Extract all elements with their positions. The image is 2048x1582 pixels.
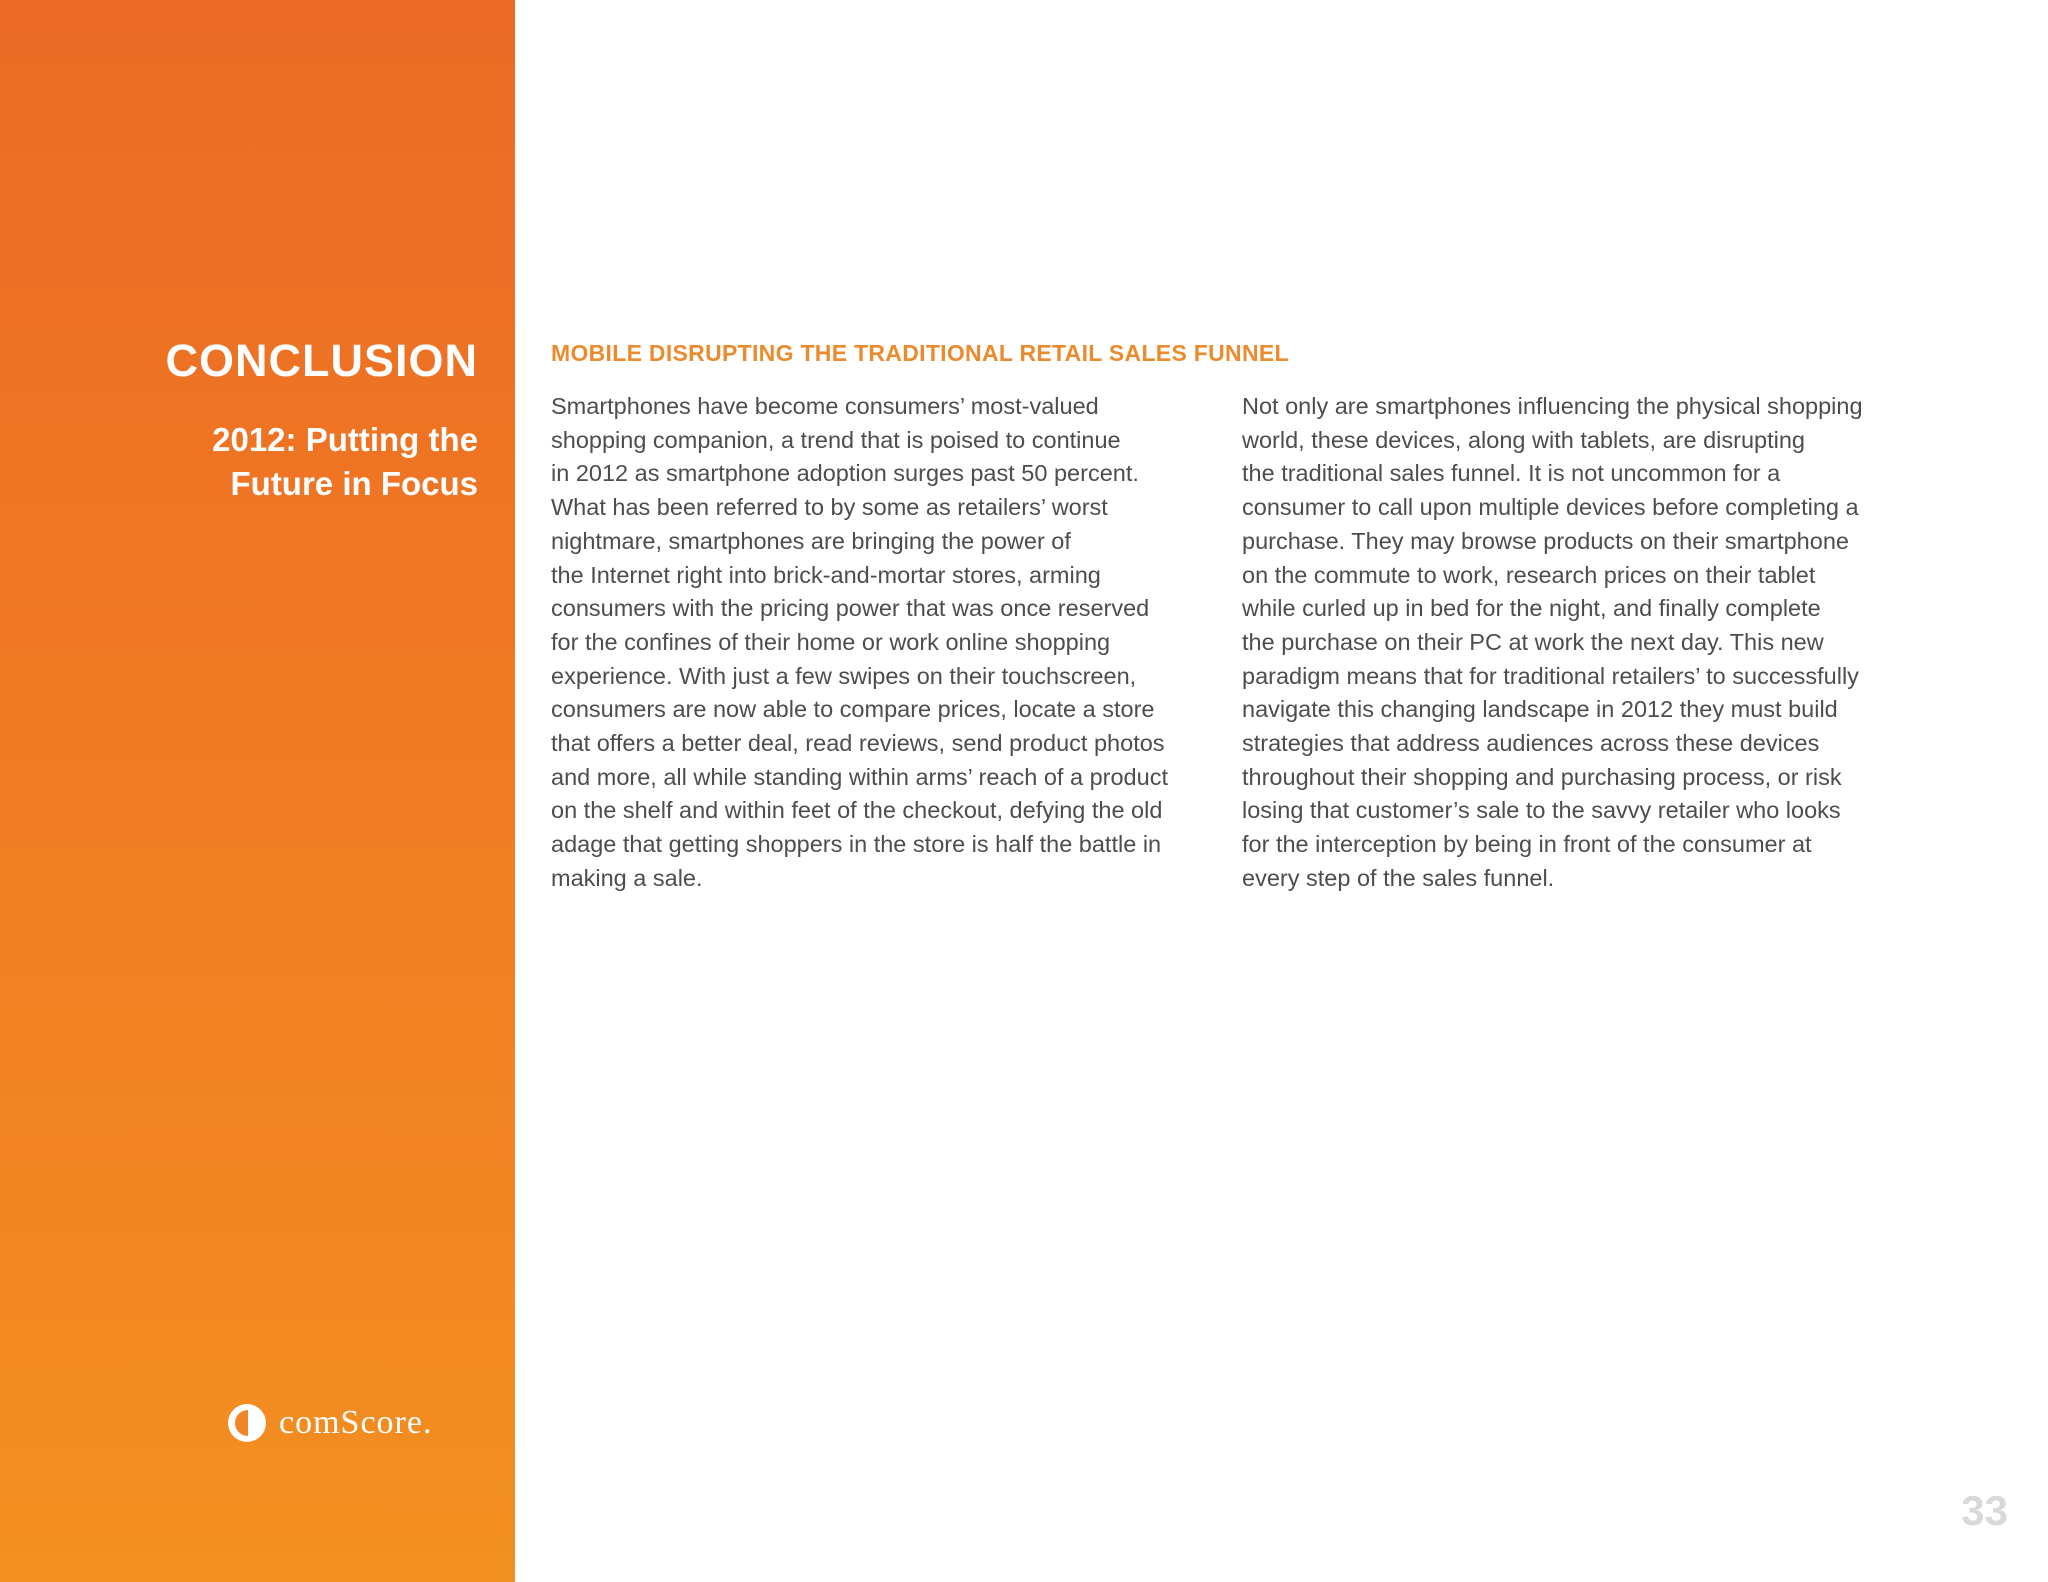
- paragraph-line: consumers with the pricing power that was once reserved: [551, 595, 1150, 622]
- right-column: [1242, 390, 1902, 896]
- comscore-logo-icon: [227, 1403, 267, 1443]
- paragraph-line: for the interception by being in front of the consumer at: [1242, 831, 1812, 858]
- paragraph-line: for the confines of their home or work online shopping: [551, 628, 1111, 655]
- section-subtitle: 2012: Putting the Future in Focus: [212, 421, 478, 502]
- paragraph-line: throughout their shopping and purchasing process, or risk: [1242, 763, 1842, 790]
- paragraph-line: losing that customer’s sale to the savvy retailer who looks: [1242, 797, 1841, 824]
- paragraph-line: on the commute to work, research prices on their tablet: [1242, 561, 1816, 588]
- paragraph-line: on the shelf and within feet of the checkout, defying the old: [551, 797, 1163, 824]
- comscore-logo-text: comScore.: [279, 1404, 433, 1441]
- paragraph-line: paradigm means that for traditional retailers’ to successfully: [1242, 662, 1859, 689]
- comscore-logo: [227, 1400, 432, 1446]
- paragraph-line: while curled up in bed for the night, and finally complete: [1242, 595, 1821, 622]
- paragraph-line: the Internet right into brick-and-mortar stores, arming: [551, 561, 1101, 588]
- paragraph-line: and more, all while standing within arms’ reach of a product: [551, 763, 1168, 790]
- paragraph-line: nightmare, smartphones are bringing the power of: [551, 527, 1071, 554]
- paragraph-line: Not only are smartphones influencing the physical shopping: [1242, 393, 1863, 419]
- page-number: 33: [1961, 1487, 2008, 1534]
- paragraph-line: purchase. They may browse products on their smartphone: [1242, 527, 1849, 554]
- paragraph-line: the traditional sales funnel. It is not uncommon for a: [1242, 460, 1781, 487]
- paragraph-line: shopping companion, a trend that is poised to continue: [551, 426, 1121, 453]
- paragraph-line: experience. With just a few swipes on their touchscreen,: [551, 662, 1137, 689]
- paragraph-line: adage that getting shoppers in the store is half the battle in: [551, 831, 1162, 858]
- paragraph-line: every step of the sales funnel.: [1242, 864, 1555, 891]
- paragraph-line: making a sale.: [551, 864, 703, 891]
- paragraph-line: What has been referred to by some as retailers’ worst: [551, 494, 1108, 521]
- paragraph-line: that offers a better deal, read reviews, send product photos: [551, 730, 1165, 757]
- left-column: [551, 390, 1211, 896]
- paragraph-line: the purchase on their PC at work the next day. This new: [1242, 628, 1824, 655]
- paragraph-line: Smartphones have become consumers’ most-valued: [551, 393, 1099, 419]
- paragraph-line: navigate this changing landscape in 2012 they must build: [1242, 696, 1838, 723]
- section-title: CONCLUSION: [165, 335, 478, 386]
- paragraph-line: in 2012 as smartphone adoption surges past 50 percent.: [551, 460, 1139, 487]
- paragraph-line: world, these devices, along with tablets, are disrupting: [1242, 426, 1806, 453]
- sidebar: [0, 0, 515, 1582]
- paragraph-line: consumers are now able to compare prices, locate a store: [551, 696, 1155, 723]
- section-heading: MOBILE DISRUPTING THE TRADITIONAL RETAIL SALES FUNNEL: [551, 340, 1289, 366]
- paragraph-line: strategies that address audiences across these devices: [1242, 730, 1820, 757]
- paragraph-line: consumer to call upon multiple devices before completing a: [1242, 494, 1859, 521]
